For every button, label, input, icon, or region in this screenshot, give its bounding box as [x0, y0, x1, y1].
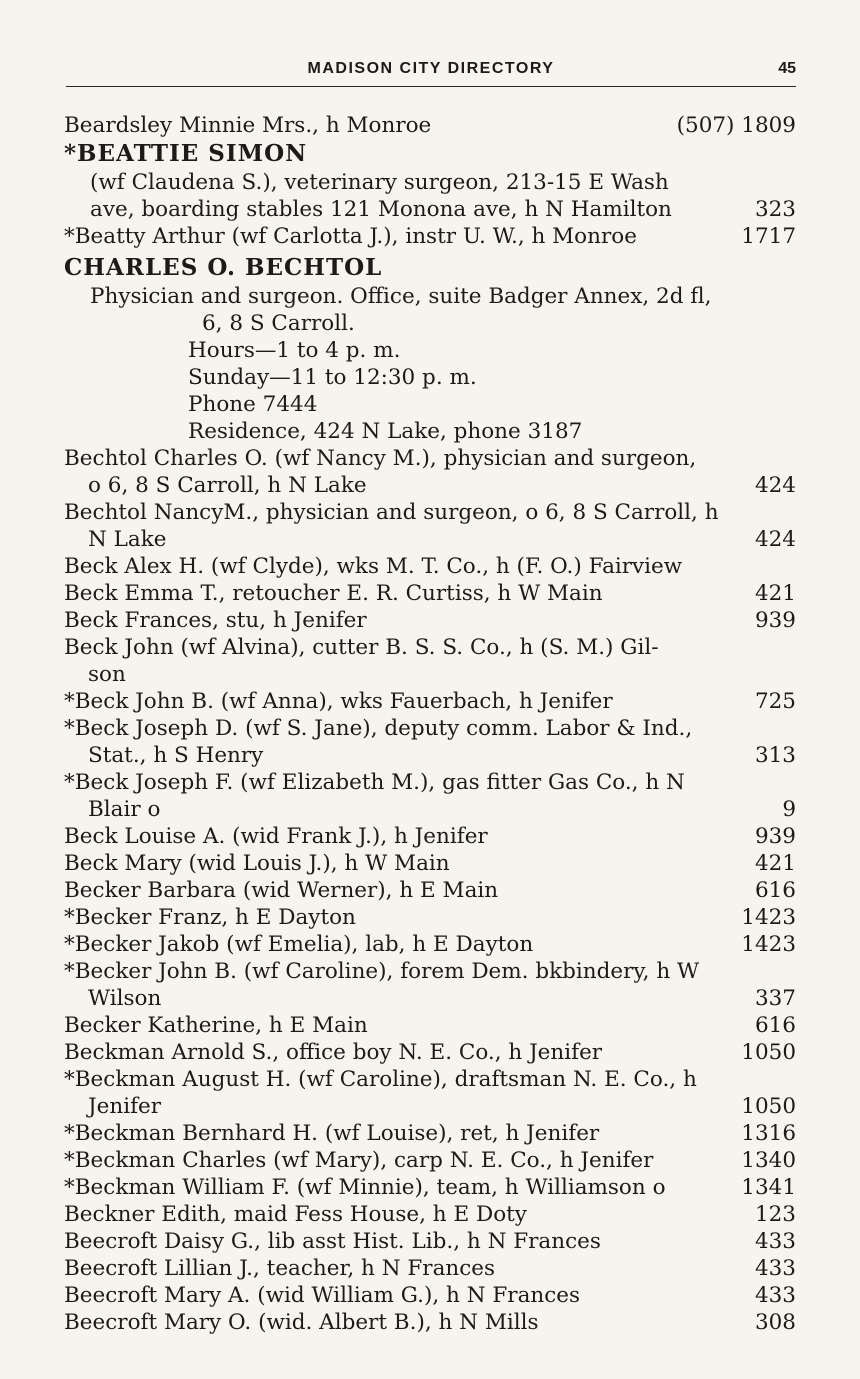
- list-item: [64, 958, 796, 1012]
- entry-number: 939: [754, 824, 796, 849]
- list-item: [64, 1201, 796, 1228]
- entry-text: Beecroft Mary A. (wid William G.), h N Frances: [64, 1283, 581, 1308]
- page-title: MADISON CITY DIRECTORY: [307, 60, 555, 77]
- ad-phone: Phone 7444: [188, 392, 318, 417]
- entry-number: 1050: [741, 1094, 796, 1119]
- entry-text: (wf Claudena S.), veterinary surgeon, 213-15 E Wash: [90, 170, 669, 195]
- list-item: [64, 877, 796, 904]
- ad-sunday-hours: Sunday—11 to 12:30 p. m.: [188, 365, 477, 390]
- entry-text: Beecroft Daisy G., lib asst Hist. Lib., h N Frances: [64, 1229, 601, 1254]
- entry-number: [784, 715, 796, 742]
- entry-text: son: [88, 662, 126, 687]
- entry-text: ave, boarding stables 121 Monona ave, h N Hamilton: [90, 197, 672, 222]
- entry-text: Beecroft Lillian J., teacher, h N Frances: [64, 1256, 496, 1281]
- entry-list: [64, 445, 796, 1336]
- entry-text: *Beck John B. (wf Anna), wks Fauerbach, h Jenifer: [64, 689, 613, 714]
- entry-number: 421: [754, 581, 796, 606]
- entry-text: Beck Louise A. (wid Frank J.), h Jenifer: [64, 824, 488, 849]
- entry-number: [784, 661, 796, 688]
- entry-text: Beckner Edith, maid Fess House, h E Doty: [64, 1202, 527, 1227]
- list-item: [64, 607, 796, 634]
- list-item: [64, 715, 796, 769]
- entry-number: 9: [782, 797, 796, 822]
- list-item: [64, 931, 796, 958]
- ad-name: *BEATTIE SIMON: [64, 140, 308, 167]
- entry-text: *Beckman William F. (wf Minnie), team, h Williamson o: [64, 1175, 666, 1200]
- entry-number: 616: [754, 1013, 796, 1038]
- entry-number: 308: [754, 1310, 796, 1335]
- entry-text: Beck Alex H. (wf Clyde), wks M. T. Co., h (F. O.) Fairview: [64, 554, 683, 579]
- entry-number: 1316: [741, 1121, 796, 1146]
- entry-number: 424: [754, 527, 796, 552]
- entry-number: 1050: [741, 1040, 796, 1065]
- entry-number: 616: [754, 878, 796, 903]
- entry-number: (507) 1809: [676, 113, 796, 138]
- list-item: [64, 580, 796, 607]
- entry-text: Wilson: [88, 986, 162, 1011]
- entry-number: [784, 1066, 796, 1093]
- list-item: [64, 850, 796, 877]
- list-item: [64, 1012, 796, 1039]
- entry-text: Beck Emma T., retoucher E. R. Curtiss, h W Main: [64, 581, 603, 606]
- entry-number: 421: [754, 851, 796, 876]
- page-header: [66, 58, 796, 87]
- list-item: [64, 445, 796, 499]
- list-item: [64, 1282, 796, 1309]
- entry-text: Jenifer: [88, 1094, 162, 1119]
- entry-text: Bechtol NancyM., physician and surgeon, o 6, 8 S Carroll, h: [64, 500, 719, 525]
- entry-text: Beck Frances, stu, h Jenifer: [64, 608, 367, 633]
- beattie-ad: [64, 139, 796, 223]
- ad-hours: Hours—1 to 4 p. m.: [188, 338, 401, 363]
- entry-text: Bechtol Charles O. (wf Nancy M.), physician and surgeon,: [64, 446, 697, 471]
- entry-number: 424: [754, 473, 796, 498]
- entry-number: 939: [754, 608, 796, 633]
- entry-text: *Becker John B. (wf Caroline), forem Dem. bkbindery, h W: [64, 959, 700, 984]
- list-item: [64, 1120, 796, 1147]
- list-item: [64, 1309, 796, 1336]
- entry-text: Blair o: [88, 797, 161, 822]
- list-item: [64, 223, 796, 250]
- entry-text: *Becker Jakob (wf Emelia), lab, h E Dayton: [64, 932, 534, 957]
- list-item: [64, 823, 796, 850]
- entry-number: 337: [754, 986, 796, 1011]
- entry-number: [784, 958, 796, 985]
- entry-text: N Lake: [88, 527, 167, 552]
- entry-text: *Beatty Arthur (wf Carlotta J.), instr U. W., h Monroe: [64, 224, 637, 249]
- entry-text: *Beck Joseph D. (wf S. Jane), deputy comm. Labor & Ind.,: [64, 716, 693, 741]
- entry-number: 725: [754, 689, 796, 714]
- entry-text: Becker Barbara (wid Werner), h E Main: [64, 878, 499, 903]
- entry-number: 433: [754, 1229, 796, 1254]
- ad-residence: Residence, 424 N Lake, phone 3187: [188, 419, 583, 444]
- entry-number: [784, 769, 796, 796]
- entry-number: [784, 553, 796, 580]
- entry-number: 323: [754, 197, 796, 222]
- list-item: [64, 904, 796, 931]
- entry-number: 433: [754, 1283, 796, 1308]
- entry-number: 1423: [741, 932, 796, 957]
- entry-text: Stat., h S Henry: [88, 743, 264, 768]
- entry-number: [784, 445, 796, 472]
- list-item: [64, 769, 796, 823]
- entry-number: 123: [754, 1202, 796, 1227]
- ad-line: 6, 8 S Carroll.: [202, 311, 355, 336]
- bechtol-ad: [64, 253, 796, 445]
- list-item: [64, 1066, 796, 1120]
- entry-number: 1717: [741, 224, 796, 249]
- entry-number: 1341: [741, 1175, 796, 1200]
- entry-text: Beardsley Minnie Mrs., h Monroe: [64, 113, 432, 138]
- list-item: [64, 688, 796, 715]
- entry-text: Beecroft Mary O. (wid. Albert B.), h N Mills: [64, 1310, 539, 1335]
- list-item: [64, 1228, 796, 1255]
- entry-text: *Becker Franz, h E Dayton: [64, 905, 356, 930]
- list-item: [64, 553, 796, 580]
- ad-line: Physician and surgeon. Office, suite Badger Annex, 2d fl,: [90, 284, 712, 309]
- list-item: [64, 1255, 796, 1282]
- entry-number: 1423: [741, 905, 796, 930]
- entry-number: [784, 499, 796, 526]
- list-item: [64, 634, 796, 688]
- list-item: [64, 1147, 796, 1174]
- page-number: 45: [778, 60, 796, 77]
- entry-number: 313: [754, 743, 796, 768]
- entry-text: *Beckman August H. (wf Caroline), draftsman N. E. Co., h: [64, 1067, 697, 1092]
- entry-number: 1340: [741, 1148, 796, 1173]
- list-item: [64, 1174, 796, 1201]
- entry-number: 433: [754, 1256, 796, 1281]
- ad-name: CHARLES O. BECHTOL: [64, 254, 383, 281]
- entry-text: *Beckman Charles (wf Mary), carp N. E. Co., h Jenifer: [64, 1148, 654, 1173]
- list-item: [64, 1039, 796, 1066]
- entry-text: o 6, 8 S Carroll, h N Lake: [88, 473, 367, 498]
- entry-text: Beck John (wf Alvina), cutter B. S. S. Co., h (S. M.) Gil-: [64, 635, 659, 660]
- list-item: [64, 499, 796, 553]
- entry-text: Beckman Arnold S., office boy N. E. Co., h Jenifer: [64, 1040, 603, 1065]
- entry-text: Beck Mary (wid Louis J.), h W Main: [64, 851, 450, 876]
- entry-number: [784, 634, 796, 661]
- directory-listing: [64, 112, 796, 1336]
- list-item: [64, 112, 796, 139]
- entry-text: *Beck Joseph F. (wf Elizabeth M.), gas fitter Gas Co., h N: [64, 770, 685, 795]
- entry-text: *Beckman Bernhard H. (wf Louise), ret, h Jenifer: [64, 1121, 600, 1146]
- entry-text: Becker Katherine, h E Main: [64, 1013, 368, 1038]
